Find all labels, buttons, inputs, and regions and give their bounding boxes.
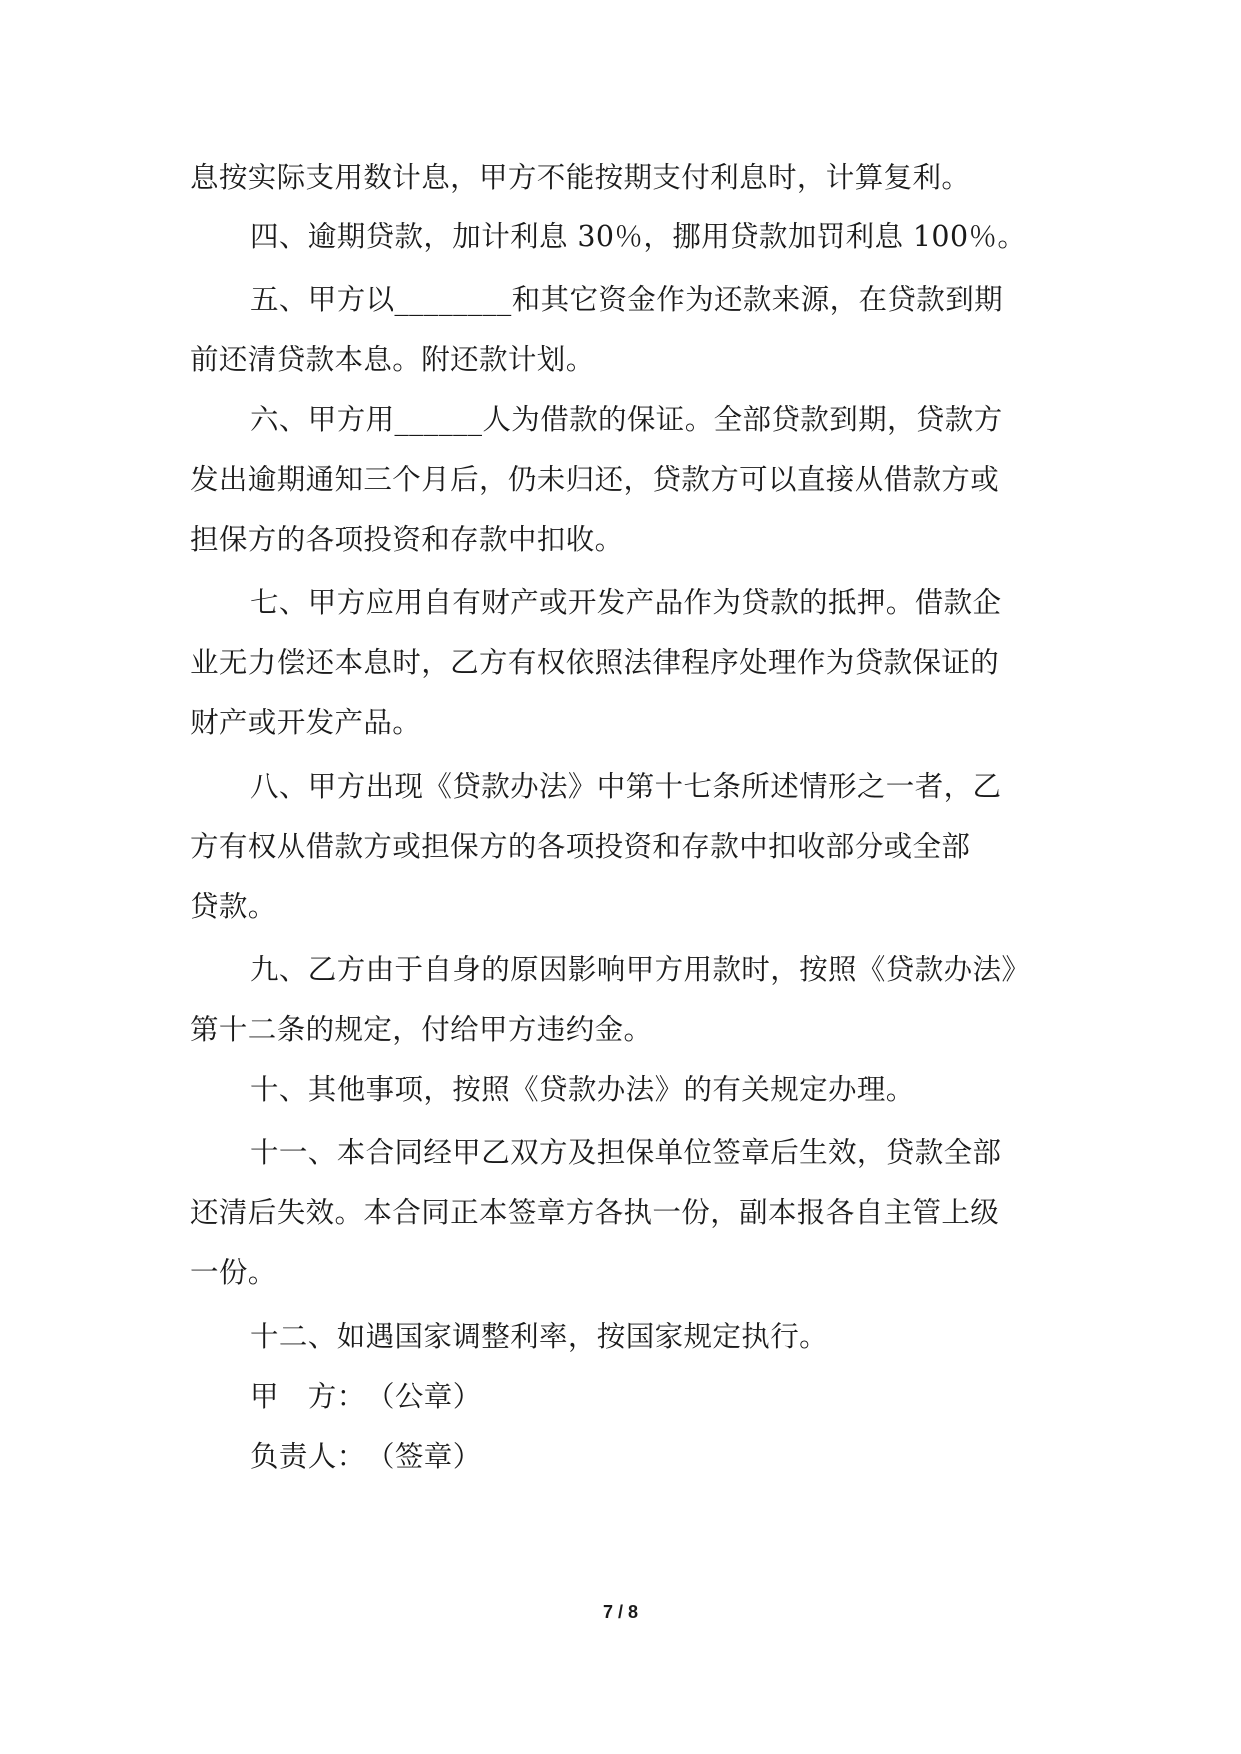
signature-party-a: 甲 方： （公章） xyxy=(250,1380,482,1413)
text-line-19: 一份。 xyxy=(190,1256,277,1289)
text-line-7: 担保方的各项投资和存款中扣收。 xyxy=(190,523,624,556)
text-line-1: 息按实际支用数计息，甲方不能按期支付利息时，计算复利。 xyxy=(190,161,971,194)
text-line-14: 九、乙方由于自身的原因影响甲方用款时，按照《贷款办法》 xyxy=(250,953,1031,986)
text-line-18: 还清后失效。本合同正本签章方各执一份，副本报各自主管上级 xyxy=(190,1196,1000,1229)
text-line-12: 方有权从借款方或担保方的各项投资和存款中扣收部分或全部 xyxy=(190,830,971,863)
text-line-13: 贷款。 xyxy=(190,890,277,923)
text-line-9: 业无力偿还本息时，乙方有权依照法律程序处理作为贷款保证的 xyxy=(190,646,1000,679)
text-line-17: 十一、本合同经甲乙双方及担保单位签章后生效，贷款全部 xyxy=(250,1136,1002,1169)
signature-responsible-person: 负责人： （签章） xyxy=(250,1440,482,1473)
text-line-11: 八、甲方出现《贷款办法》中第十七条所述情形之一者，乙 xyxy=(250,770,1002,803)
text-line-15: 第十二条的规定，付给甲方违约金。 xyxy=(190,1013,653,1046)
text-line-4: 前还清贷款本息。附还款计划。 xyxy=(190,343,595,376)
text-line-16: 十、其他事项，按照《贷款办法》的有关规定办理。 xyxy=(250,1073,915,1106)
text-line-8: 七、甲方应用自有财产或开发产品作为贷款的抵押。借款企 xyxy=(250,586,1002,619)
text-line-10: 财产或开发产品。 xyxy=(190,706,422,739)
text-line-3: 五、甲方以________和其它资金作为还款来源，在贷款到期 xyxy=(250,283,1004,316)
text-line-5: 六、甲方用______人为借款的保证。全部贷款到期，贷款方 xyxy=(250,403,1003,436)
text-line-20: 十二、如遇国家调整利率，按国家规定执行。 xyxy=(250,1320,829,1353)
text-line-6: 发出逾期通知三个月后，仍未归还，贷款方可以直接从借款方或 xyxy=(190,463,1000,496)
text-line-2: 四、逾期贷款，加计利息 30％，挪用贷款加罚利息 100％。 xyxy=(250,220,1027,253)
page-number: 7 / 8 xyxy=(602,1602,639,1622)
